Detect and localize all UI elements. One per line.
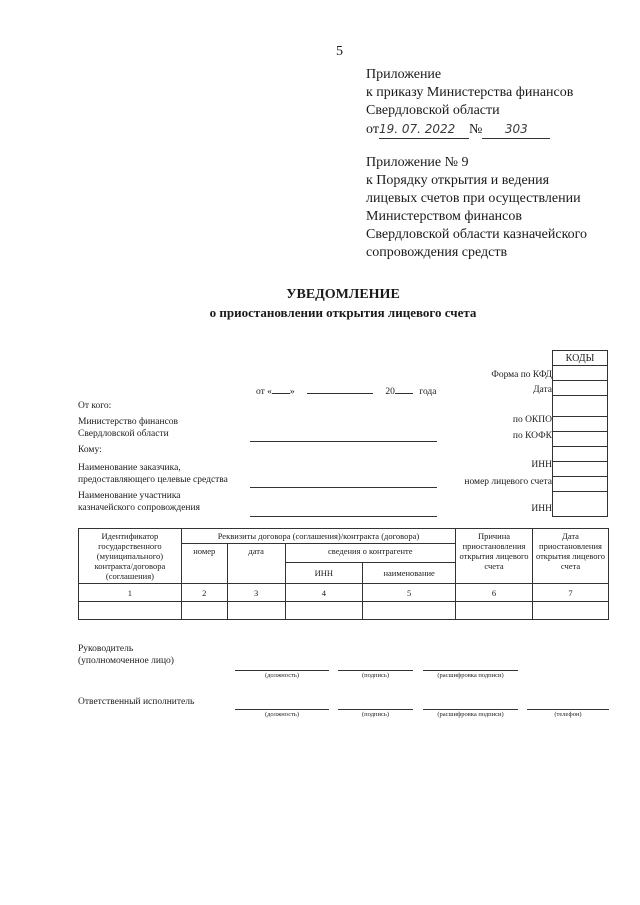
col-date: дата <box>227 544 285 584</box>
ministry-line2: Свердловской области <box>78 429 169 439</box>
kfd-label: Форма по КФД <box>491 370 552 380</box>
code-cell-inn <box>553 462 608 477</box>
code-cell-date <box>553 381 608 396</box>
order-number: 303 <box>482 120 550 139</box>
from-label: От кого: <box>78 401 112 411</box>
head-signature-line <box>338 670 413 671</box>
appendix-line: Свердловской области казначейского <box>366 227 588 242</box>
code-cell-kofk <box>553 432 608 447</box>
code-cell-kfd <box>553 366 608 381</box>
col-identifier: Идентификатор государственного (муниципального) контракта/договора (соглашения) <box>79 529 182 584</box>
col-suspension-date: Дата приостановления открытия лицевого счета <box>532 529 608 584</box>
col-name: наименование <box>363 563 456 584</box>
col-requisites: Реквизиты договора (соглашения)/контракта (договора) <box>181 529 455 544</box>
table-cell <box>285 602 363 620</box>
appendix-order-header <box>366 66 573 138</box>
column-number: 4 <box>285 584 363 602</box>
column-number: 2 <box>181 584 227 602</box>
head-position-caption: (должность) <box>264 672 300 679</box>
table-cell <box>227 602 285 620</box>
executor-phone-caption: (телефон) <box>554 711 582 718</box>
appendix-line: Свердловской области <box>366 103 500 118</box>
column-number: 3 <box>227 584 285 602</box>
executor-label: Ответственный исполнитель <box>78 697 195 707</box>
col-inn: ИНН <box>285 563 363 584</box>
code-cell-account <box>553 477 608 492</box>
page-number: 5 <box>336 44 343 59</box>
executor-signature-caption: (подпись) <box>362 711 389 718</box>
customer-field-line <box>250 487 437 488</box>
col-contractor: сведения о контрагенте <box>285 544 456 563</box>
participant-line2: казначейского сопровождения <box>78 503 200 513</box>
head-decode-line <box>423 670 518 671</box>
to-label: Кому: <box>78 445 102 455</box>
head-decode-caption: (расшифровка подписи) <box>437 672 504 679</box>
order-date: 19. 07. 2022 <box>379 120 469 139</box>
column-number: 7 <box>532 584 608 602</box>
executor-position-line <box>235 709 329 710</box>
executor-position-caption: (должность) <box>264 711 300 718</box>
code-cell-blank <box>553 396 608 417</box>
account-number-label: номер лицевого счета <box>464 477 552 487</box>
executor-signature-line <box>338 709 413 710</box>
appendix-line: к приказу Министерства финансов <box>366 85 574 100</box>
column-number: 6 <box>456 584 533 602</box>
column-number: 5 <box>363 584 456 602</box>
col-number: номер <box>181 544 227 584</box>
suspension-table <box>78 528 609 620</box>
table-cell <box>456 602 533 620</box>
head-signature-caption: (подпись) <box>362 672 389 679</box>
table-cell <box>79 602 182 620</box>
participant-line1: Наименование участника <box>78 491 181 501</box>
form-date-line: от « » 20 года <box>256 387 437 397</box>
appendix-line: к Порядку открытия и ведения <box>366 173 550 188</box>
table-cell <box>532 602 608 620</box>
appendix-line: Приложение № 9 <box>366 155 469 170</box>
table-cell <box>363 602 456 620</box>
codes-header: КОДЫ <box>553 351 608 366</box>
participant-field-line <box>250 516 437 517</box>
code-cell-inn2 <box>553 492 608 517</box>
appendix-line: Приложение <box>366 67 442 82</box>
appendix-line: Министерством финансов <box>366 209 522 224</box>
head-position-line <box>235 670 329 671</box>
appendix-procedure-header <box>366 154 587 262</box>
codes-table <box>552 350 608 517</box>
executor-decode-line <box>423 709 518 710</box>
customer-line1: Наименование заказчика, <box>78 463 181 473</box>
table-cell <box>181 602 227 620</box>
executor-decode-caption: (расшифровка подписи) <box>437 711 504 718</box>
column-number: 1 <box>79 584 182 602</box>
code-cell-okpo <box>553 417 608 432</box>
date-label: Дата <box>533 385 552 395</box>
executor-phone-line <box>527 709 609 710</box>
inn2-label: ИНН <box>531 504 552 514</box>
document-subtitle: о приостановлении открытия лицевого счета <box>209 305 477 320</box>
okpo-label: по ОКПО <box>512 415 552 425</box>
customer-line2: предоставляющего целевые средства <box>78 475 228 485</box>
ministry-field-line <box>250 441 437 442</box>
inn-label: ИНН <box>531 460 552 470</box>
order-date-number: от19. 07. 2022 № 303 <box>366 120 573 138</box>
document-title: УВЕДОМЛЕНИЕ <box>286 287 400 302</box>
head-label-line2: (уполномоченное лицо) <box>78 656 174 666</box>
ministry-line1: Министерство финансов <box>78 417 179 427</box>
appendix-line: сопровождения средств <box>366 245 508 260</box>
col-reason: Причина приостановления открытия лицевого счета <box>456 529 533 584</box>
appendix-line: лицевых счетов при осуществлении <box>366 191 581 206</box>
head-label-line1: Руководитель <box>78 644 134 654</box>
code-cell-blank <box>553 447 608 462</box>
kofk-label: по КОФК <box>512 431 552 441</box>
